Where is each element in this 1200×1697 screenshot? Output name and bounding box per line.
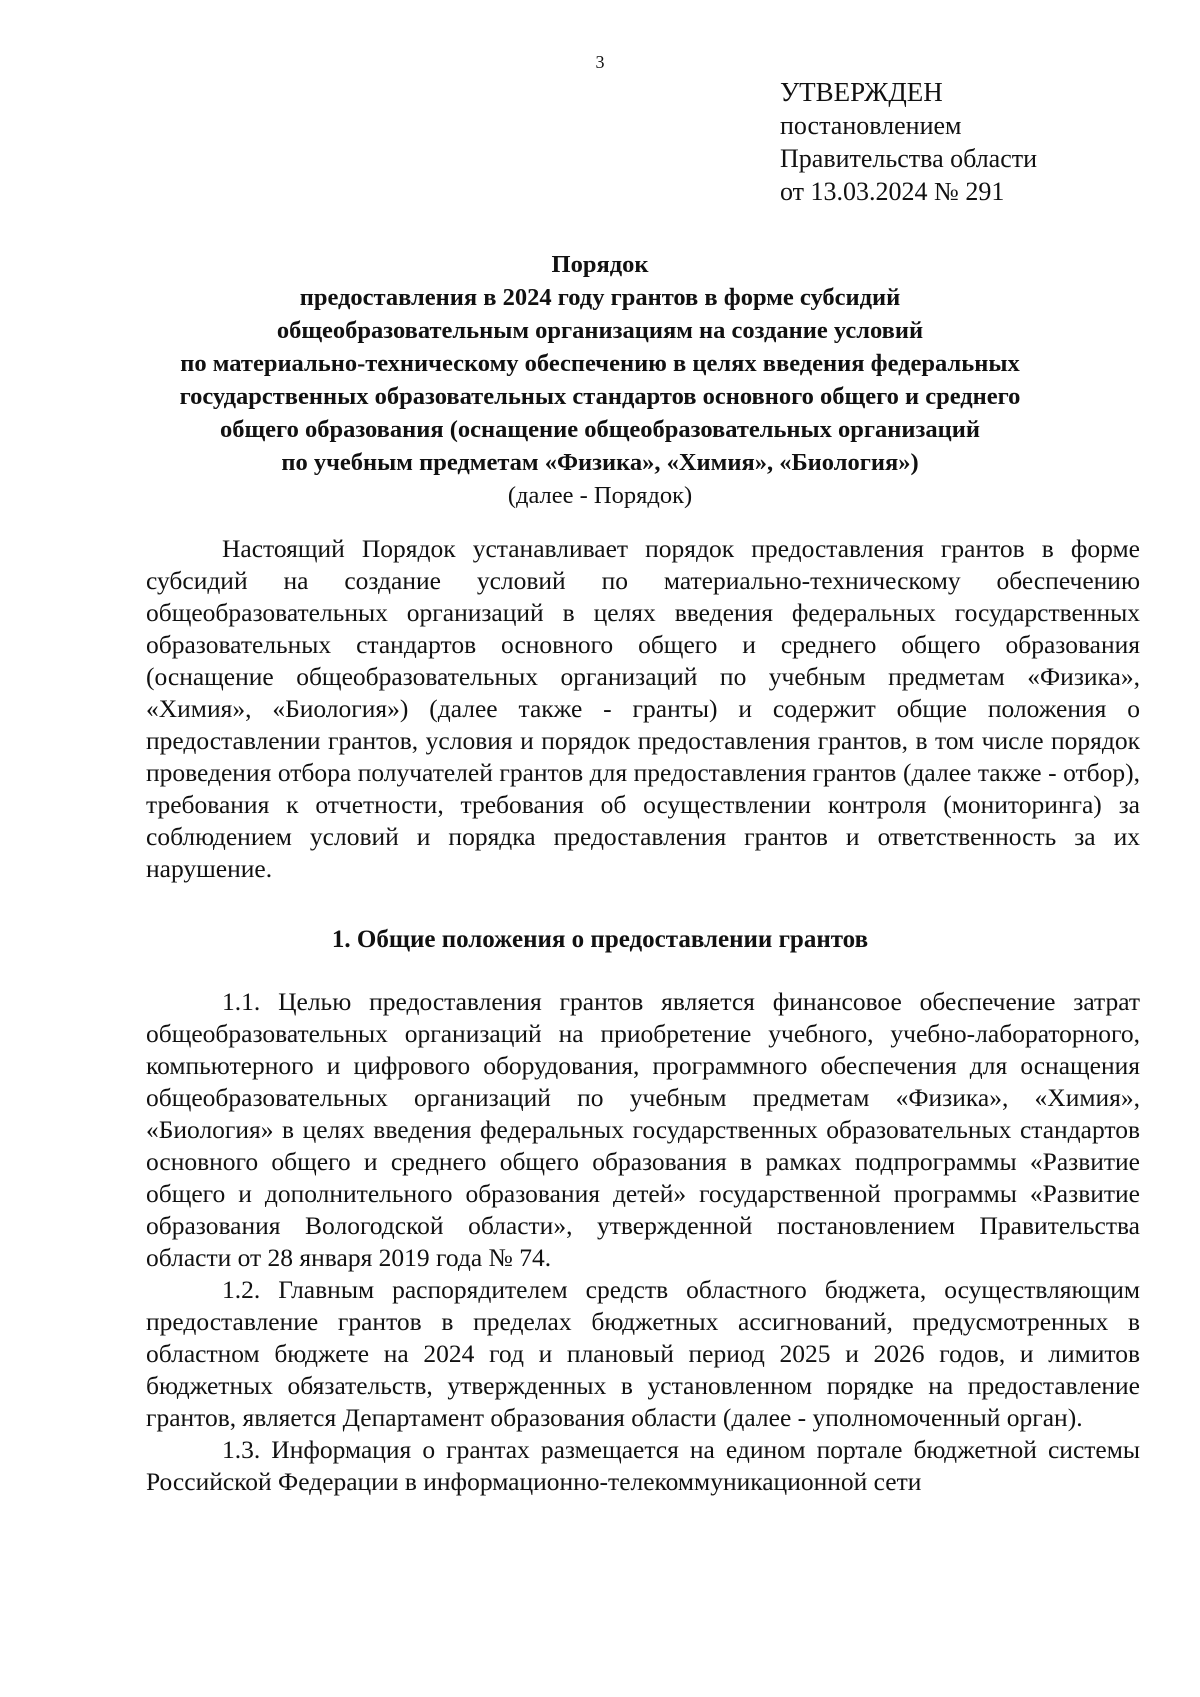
approval-line-1: постановлением bbox=[780, 111, 962, 140]
approval-title: УТВЕРЖДЕН bbox=[780, 77, 943, 107]
paragraph-1-3: 1.3. Информация о грантах размещается на едином портале бюджетной системы Российской Федерации в информационно-телекоммуникационной сети bbox=[146, 1435, 1140, 1496]
paragraph-1-1: 1.1. Целью предоставления грантов является финансовое обеспечение затрат общеобразовательных организаций на приобретение учебного, учебно-лабораторного, компьютерного и цифрового оборудования, программного обеспечения для оснащения общеобразовательных организаций по учебным предметам «Физика», «Химия», «Биология» в целях введения федеральных государственных образовательных стандартов основного общего и среднего общего образования в рамках подпрограммы «Развитие общего и дополнительного образования детей» государственной программы «Развитие образования Вологодской области», утвержденной постановлением Правительства области от 28 января 2019 года № 74. bbox=[146, 987, 1140, 1272]
intro-section bbox=[146, 533, 1140, 885]
section-1-heading: 1. Общие положения о предоставлении грантов bbox=[331, 926, 869, 953]
approval-stamp bbox=[780, 76, 1037, 208]
title-line: общеобразовательным организациям на создание условий bbox=[276, 317, 924, 344]
section-1-body bbox=[146, 986, 1140, 1498]
title-line: предоставления в 2024 году грантов в форме субсидий bbox=[299, 284, 901, 311]
title-note: (далее - Порядок) bbox=[507, 482, 693, 509]
title-line: государственных образовательных стандартов основного общего и среднего bbox=[179, 383, 1021, 410]
title-line: общего образования (оснащение общеобразовательных организаций bbox=[220, 416, 980, 443]
approval-line-2: Правительства области bbox=[780, 144, 1038, 173]
paragraph-1-2: 1.2. Главным распорядителем средств областного бюджета, осуществляющим предоставление грантов в пределах бюджетных ассигнований, предусмотренных в областном бюджете на 2024 год и плановый период 2025 и 2026 годов, и лимитов бюджетных обязательств, утвержденных в установленном порядке на предоставление грантов, является Департамент образования области (далее - уполномоченный орган). bbox=[146, 1275, 1140, 1432]
title-heading: Порядок bbox=[551, 251, 649, 278]
title-line: по учебным предметам «Физика», «Химия», «Биология») bbox=[281, 449, 919, 476]
intro-paragraph: Настоящий Порядок устанавливает порядок предоставления грантов в форме субсидий на создание условий по материально-техническому обеспечению общеобразовательных организаций в целях введения федеральных государственных образовательных стандартов основного общего и среднего общего образования (оснащение общеобразовательных организаций по учебным предметам «Физика», «Химия», «Биология») (далее также - гранты) и содержит общие положения о предоставлении грантов, условия и порядок предоставления грантов, в том числе порядок проведения отбора получателей грантов для предоставления грантов (далее также - отбор), требования к отчетности, требования об осуществлении контроля (мониторинга) за соблюдением условий и порядка предоставления грантов и ответственность за их нарушение. bbox=[146, 534, 1140, 883]
title-line: по материально-техническому обеспечению в целях введения федеральных bbox=[180, 350, 1020, 377]
approval-line-3: от 13.03.2024 № 291 bbox=[780, 177, 1005, 206]
page-number: 3 bbox=[595, 52, 605, 72]
document-title bbox=[100, 248, 1100, 512]
